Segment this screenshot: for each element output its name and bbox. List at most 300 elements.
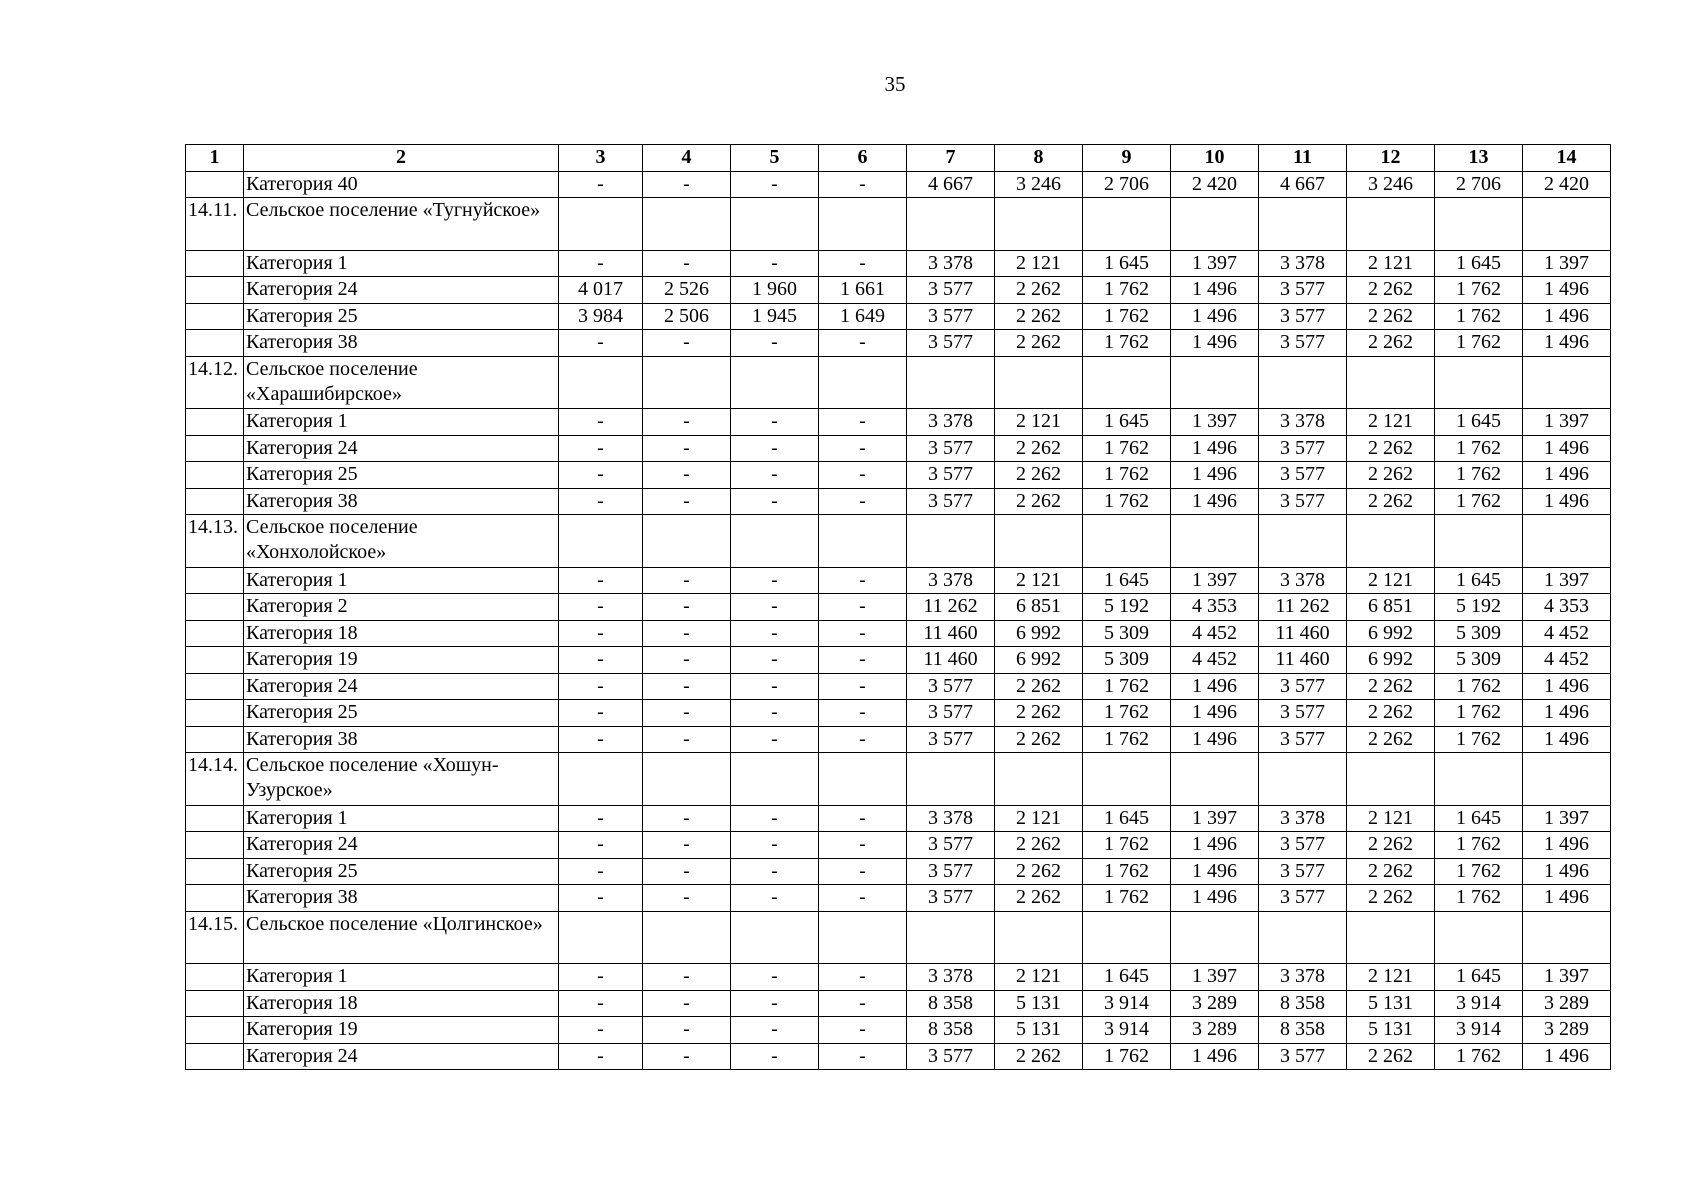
table-row — [186, 171, 1611, 198]
value-cell: 3 289 — [1171, 1017, 1259, 1044]
value-cell: 1 496 — [1171, 726, 1259, 753]
value-cell: - — [643, 700, 731, 727]
value-cell: 1 645 — [1083, 409, 1171, 436]
value-cell: 3 577 — [1259, 462, 1347, 489]
value-cell: 2 420 — [1171, 171, 1259, 198]
empty-cell — [1435, 911, 1523, 964]
row-number-cell — [186, 488, 244, 515]
category-name-cell: Категория 25 — [244, 462, 559, 489]
value-cell: - — [559, 409, 643, 436]
value-cell: 2 262 — [1347, 435, 1435, 462]
value-cell: 1 496 — [1523, 330, 1611, 357]
category-name-cell: Категория 25 — [244, 303, 559, 330]
value-cell: 3 577 — [907, 435, 995, 462]
value-cell: 1 496 — [1171, 488, 1259, 515]
value-cell: - — [731, 567, 819, 594]
value-cell: 1 762 — [1083, 462, 1171, 489]
value-cell: 2 262 — [1347, 462, 1435, 489]
value-cell: - — [731, 673, 819, 700]
value-cell: 2 262 — [1347, 303, 1435, 330]
value-cell: - — [643, 885, 731, 912]
category-name-cell: Категория 38 — [244, 330, 559, 357]
value-cell: 5 131 — [995, 1017, 1083, 1044]
value-cell: 3 378 — [907, 250, 995, 277]
value-cell: - — [643, 726, 731, 753]
value-cell: - — [643, 1043, 731, 1070]
value-cell: - — [731, 700, 819, 727]
value-cell: 3 577 — [907, 330, 995, 357]
value-cell: - — [731, 885, 819, 912]
header-row — [186, 145, 1611, 172]
row-number-cell: 14.15. — [186, 911, 244, 964]
empty-cell — [1083, 515, 1171, 568]
value-cell: - — [559, 435, 643, 462]
empty-cell — [1347, 198, 1435, 251]
empty-cell — [819, 515, 907, 568]
empty-cell — [643, 515, 731, 568]
value-cell: 2 262 — [995, 435, 1083, 462]
row-number-cell: 14.14. — [186, 753, 244, 806]
value-cell: 1 496 — [1171, 435, 1259, 462]
value-cell: 3 577 — [907, 726, 995, 753]
category-name-cell: Категория 38 — [244, 488, 559, 515]
table-row — [186, 620, 1611, 647]
settlement-name-cell: Сельское поселение «Харашибирское» — [244, 356, 559, 409]
value-cell: - — [731, 462, 819, 489]
value-cell: 3 577 — [1259, 488, 1347, 515]
value-cell: - — [643, 832, 731, 859]
value-cell: 2 262 — [1347, 1043, 1435, 1070]
value-cell: 11 460 — [907, 647, 995, 674]
value-cell: 5 131 — [1347, 1017, 1435, 1044]
value-cell: - — [731, 171, 819, 198]
value-cell: 3 577 — [907, 1043, 995, 1070]
value-cell: 5 309 — [1083, 620, 1171, 647]
value-cell: 2 262 — [995, 488, 1083, 515]
value-cell: 1 496 — [1523, 700, 1611, 727]
empty-cell — [1523, 198, 1611, 251]
value-cell: 1 645 — [1435, 409, 1523, 436]
value-cell: 2 262 — [1347, 700, 1435, 727]
value-cell: 1 762 — [1435, 700, 1523, 727]
value-cell: - — [731, 620, 819, 647]
category-name-cell: Категория 25 — [244, 700, 559, 727]
value-cell: 1 645 — [1083, 567, 1171, 594]
value-cell: 1 762 — [1083, 277, 1171, 304]
value-cell: 1 496 — [1171, 700, 1259, 727]
value-cell: 1 645 — [1435, 250, 1523, 277]
empty-cell — [1083, 753, 1171, 806]
empty-cell — [559, 515, 643, 568]
value-cell: - — [819, 409, 907, 436]
value-cell: 1 762 — [1435, 303, 1523, 330]
value-cell: - — [643, 620, 731, 647]
value-cell: - — [819, 700, 907, 727]
value-cell: 3 246 — [1347, 171, 1435, 198]
value-cell: - — [731, 1017, 819, 1044]
value-cell: 1 762 — [1083, 885, 1171, 912]
empty-cell — [995, 753, 1083, 806]
category-name-cell: Категория 38 — [244, 885, 559, 912]
value-cell: 6 851 — [1347, 594, 1435, 621]
value-cell: 2 262 — [995, 858, 1083, 885]
value-cell: 3 577 — [1259, 885, 1347, 912]
row-number-cell — [186, 567, 244, 594]
table-row — [186, 409, 1611, 436]
value-cell: - — [819, 330, 907, 357]
value-cell: 2 706 — [1083, 171, 1171, 198]
value-cell: 1 496 — [1523, 1043, 1611, 1070]
value-cell: 2 121 — [995, 250, 1083, 277]
value-cell: 3 378 — [907, 964, 995, 991]
value-cell: 1 960 — [731, 277, 819, 304]
value-cell: 3 577 — [1259, 1043, 1347, 1070]
category-name-cell: Категория 24 — [244, 435, 559, 462]
row-number-cell: 14.11. — [186, 198, 244, 251]
value-cell: 3 577 — [1259, 858, 1347, 885]
value-cell: - — [559, 647, 643, 674]
value-cell: 6 992 — [995, 620, 1083, 647]
empty-cell — [731, 515, 819, 568]
empty-cell — [1083, 911, 1171, 964]
empty-cell — [731, 911, 819, 964]
settlement-name-cell: Сельское поселение «Хошун-Узурское» — [244, 753, 559, 806]
value-cell: 11 262 — [1259, 594, 1347, 621]
value-cell: 1 645 — [1435, 964, 1523, 991]
value-cell: 3 577 — [907, 700, 995, 727]
empty-cell — [819, 911, 907, 964]
empty-cell — [907, 911, 995, 964]
value-cell: 2 420 — [1523, 171, 1611, 198]
value-cell: 4 667 — [1259, 171, 1347, 198]
empty-cell — [907, 198, 995, 251]
category-name-cell: Категория 1 — [244, 805, 559, 832]
value-cell: 2 262 — [995, 673, 1083, 700]
row-number-cell — [186, 1017, 244, 1044]
value-cell: 3 378 — [1259, 250, 1347, 277]
empty-cell — [1435, 198, 1523, 251]
value-cell: - — [643, 990, 731, 1017]
value-cell: - — [731, 594, 819, 621]
value-cell: 1 397 — [1523, 805, 1611, 832]
value-cell: 3 378 — [907, 409, 995, 436]
empty-cell — [1171, 198, 1259, 251]
value-cell: 2 121 — [1347, 964, 1435, 991]
empty-cell — [1347, 753, 1435, 806]
category-name-cell: Категория 24 — [244, 832, 559, 859]
value-cell: 3 577 — [1259, 832, 1347, 859]
value-cell: 3 577 — [1259, 726, 1347, 753]
value-cell: - — [643, 250, 731, 277]
settlement-group-row — [186, 356, 1611, 409]
value-cell: 1 397 — [1523, 409, 1611, 436]
value-cell: 2 121 — [995, 964, 1083, 991]
category-name-cell: Категория 24 — [244, 673, 559, 700]
settlement-group-row — [186, 198, 1611, 251]
category-name-cell: Категория 1 — [244, 964, 559, 991]
row-number-cell — [186, 805, 244, 832]
empty-cell — [1171, 356, 1259, 409]
value-cell: 8 358 — [1259, 1017, 1347, 1044]
value-cell: - — [819, 250, 907, 277]
value-cell: 3 577 — [1259, 330, 1347, 357]
table-row — [186, 594, 1611, 621]
empty-cell — [1347, 515, 1435, 568]
value-cell: - — [559, 805, 643, 832]
column-header: 2 — [244, 145, 559, 172]
table-row — [186, 964, 1611, 991]
empty-cell — [731, 753, 819, 806]
value-cell: 3 378 — [1259, 964, 1347, 991]
value-cell: 1 661 — [819, 277, 907, 304]
settlement-name-cell: Сельское поселение «Цолгинское» — [244, 911, 559, 964]
value-cell: 1 496 — [1523, 726, 1611, 753]
empty-cell — [643, 198, 731, 251]
value-cell: 2 121 — [995, 409, 1083, 436]
empty-cell — [907, 515, 995, 568]
value-cell: 1 496 — [1523, 462, 1611, 489]
value-cell: 1 762 — [1435, 277, 1523, 304]
value-cell: 1 645 — [1435, 567, 1523, 594]
value-cell: 4 452 — [1523, 647, 1611, 674]
value-cell: - — [819, 462, 907, 489]
value-cell: 1 496 — [1171, 673, 1259, 700]
settlement-name-cell: Сельское поселение «Тугнуйское» — [244, 198, 559, 251]
table-row — [186, 488, 1611, 515]
value-cell: 2 262 — [1347, 673, 1435, 700]
value-cell: 4 452 — [1523, 620, 1611, 647]
value-cell: 1 496 — [1523, 673, 1611, 700]
value-cell: 3 289 — [1523, 1017, 1611, 1044]
value-cell: 3 378 — [907, 805, 995, 832]
value-cell: 1 762 — [1083, 700, 1171, 727]
value-cell: 2 262 — [1347, 726, 1435, 753]
value-cell: - — [819, 435, 907, 462]
empty-cell — [1347, 911, 1435, 964]
value-cell: - — [819, 1043, 907, 1070]
value-cell: - — [643, 409, 731, 436]
value-cell: - — [559, 832, 643, 859]
value-cell: - — [731, 805, 819, 832]
value-cell: 1 397 — [1171, 805, 1259, 832]
empty-cell — [559, 198, 643, 251]
value-cell: 3 914 — [1083, 1017, 1171, 1044]
row-number-cell — [186, 726, 244, 753]
value-cell: 3 577 — [1259, 700, 1347, 727]
value-cell: - — [731, 435, 819, 462]
value-cell: 1 645 — [1083, 805, 1171, 832]
value-cell: 1 645 — [1083, 964, 1171, 991]
empty-cell — [819, 356, 907, 409]
value-cell: 1 496 — [1171, 330, 1259, 357]
value-cell: 4 667 — [907, 171, 995, 198]
row-number-cell — [186, 673, 244, 700]
table-row — [186, 567, 1611, 594]
value-cell: - — [819, 171, 907, 198]
value-cell: - — [559, 462, 643, 489]
table-row — [186, 832, 1611, 859]
value-cell: 1 496 — [1171, 885, 1259, 912]
value-cell: 3 289 — [1171, 990, 1259, 1017]
value-cell: - — [731, 832, 819, 859]
value-cell: 3 577 — [1259, 673, 1347, 700]
value-cell: 1 496 — [1171, 1043, 1259, 1070]
value-cell: 1 762 — [1083, 1043, 1171, 1070]
table-row — [186, 885, 1611, 912]
value-cell: 1 762 — [1083, 488, 1171, 515]
row-number-cell: 14.13. — [186, 515, 244, 568]
value-cell: 3 378 — [907, 567, 995, 594]
value-cell: 2 121 — [995, 805, 1083, 832]
value-cell: - — [559, 488, 643, 515]
value-cell: 5 309 — [1435, 647, 1523, 674]
value-cell: - — [559, 1017, 643, 1044]
value-cell: 1 762 — [1083, 330, 1171, 357]
value-cell: - — [731, 647, 819, 674]
empty-cell — [1171, 911, 1259, 964]
value-cell: 2 121 — [1347, 805, 1435, 832]
value-cell: 3 577 — [907, 488, 995, 515]
value-cell: 2 121 — [995, 567, 1083, 594]
value-cell: - — [731, 1043, 819, 1070]
value-cell: 1 496 — [1523, 832, 1611, 859]
table-row — [186, 1043, 1611, 1070]
value-cell: 4 452 — [1171, 647, 1259, 674]
empty-cell — [643, 911, 731, 964]
value-cell: 2 121 — [1347, 250, 1435, 277]
value-cell: 6 992 — [1347, 647, 1435, 674]
value-cell: 2 262 — [995, 462, 1083, 489]
empty-cell — [907, 753, 995, 806]
value-cell: - — [559, 594, 643, 621]
column-header: 1 — [186, 145, 244, 172]
value-cell: 3 577 — [907, 462, 995, 489]
row-number-cell — [186, 594, 244, 621]
column-header: 3 — [559, 145, 643, 172]
value-cell: 1 762 — [1083, 435, 1171, 462]
value-cell: 1 397 — [1171, 409, 1259, 436]
settlement-group-row — [186, 515, 1611, 568]
value-cell: 1 762 — [1435, 832, 1523, 859]
value-cell: 1 762 — [1435, 488, 1523, 515]
empty-cell — [559, 356, 643, 409]
value-cell: - — [643, 1017, 731, 1044]
value-cell: 3 577 — [907, 858, 995, 885]
value-cell: 4 452 — [1171, 620, 1259, 647]
category-name-cell: Категория 1 — [244, 409, 559, 436]
value-cell: - — [731, 409, 819, 436]
value-cell: 3 577 — [1259, 435, 1347, 462]
table-row — [186, 726, 1611, 753]
value-cell: 1 762 — [1083, 726, 1171, 753]
value-cell: 1 762 — [1083, 303, 1171, 330]
row-number-cell: 14.12. — [186, 356, 244, 409]
category-name-cell: Категория 19 — [244, 1017, 559, 1044]
value-cell: 1 496 — [1171, 462, 1259, 489]
empty-cell — [1083, 356, 1171, 409]
empty-cell — [643, 753, 731, 806]
value-cell: 4 353 — [1523, 594, 1611, 621]
row-number-cell — [186, 303, 244, 330]
value-cell: - — [559, 673, 643, 700]
value-cell: 1 496 — [1523, 277, 1611, 304]
table-row — [186, 462, 1611, 489]
empty-cell — [731, 198, 819, 251]
value-cell: - — [819, 990, 907, 1017]
value-cell: 3 577 — [907, 832, 995, 859]
value-cell: - — [819, 647, 907, 674]
value-cell: 2 262 — [1347, 277, 1435, 304]
value-cell: - — [731, 964, 819, 991]
column-header: 10 — [1171, 145, 1259, 172]
column-header: 14 — [1523, 145, 1611, 172]
value-cell: - — [643, 488, 731, 515]
value-cell: - — [819, 620, 907, 647]
value-cell: - — [731, 330, 819, 357]
value-cell: - — [559, 885, 643, 912]
value-cell: 6 992 — [1347, 620, 1435, 647]
table-row — [186, 1017, 1611, 1044]
value-cell: 2 262 — [995, 832, 1083, 859]
empty-cell — [1083, 198, 1171, 251]
value-cell: - — [643, 647, 731, 674]
value-cell: 2 262 — [1347, 488, 1435, 515]
empty-cell — [819, 753, 907, 806]
value-cell: - — [559, 700, 643, 727]
row-number-cell — [186, 250, 244, 277]
settlement-group-row — [186, 753, 1611, 806]
column-header: 7 — [907, 145, 995, 172]
row-number-cell — [186, 964, 244, 991]
value-cell: 1 496 — [1523, 885, 1611, 912]
value-cell: 3 246 — [995, 171, 1083, 198]
value-cell: 8 358 — [907, 990, 995, 1017]
category-name-cell: Категория 18 — [244, 990, 559, 1017]
row-number-cell — [186, 832, 244, 859]
value-cell: 2 262 — [1347, 832, 1435, 859]
value-cell: 2 121 — [1347, 409, 1435, 436]
value-cell: 1 397 — [1523, 567, 1611, 594]
category-name-cell: Категория 19 — [244, 647, 559, 674]
value-cell: 3 577 — [1259, 277, 1347, 304]
value-cell: 1 496 — [1523, 435, 1611, 462]
empty-cell — [907, 356, 995, 409]
value-cell: 1 645 — [1435, 805, 1523, 832]
value-cell: 3 577 — [907, 303, 995, 330]
value-cell: 1 762 — [1083, 673, 1171, 700]
table-body — [186, 171, 1611, 1070]
column-header: 12 — [1347, 145, 1435, 172]
value-cell: 5 131 — [1347, 990, 1435, 1017]
value-cell: - — [819, 885, 907, 912]
value-cell: 2 506 — [643, 303, 731, 330]
value-cell: - — [559, 858, 643, 885]
value-cell: 3 577 — [907, 885, 995, 912]
value-cell: 2 262 — [995, 1043, 1083, 1070]
row-number-cell — [186, 330, 244, 357]
value-cell: 8 358 — [907, 1017, 995, 1044]
value-cell: 11 262 — [907, 594, 995, 621]
value-cell: 3 914 — [1083, 990, 1171, 1017]
value-cell: 2 262 — [995, 330, 1083, 357]
value-cell: 3 378 — [1259, 567, 1347, 594]
row-number-cell — [186, 277, 244, 304]
row-number-cell — [186, 620, 244, 647]
column-header: 8 — [995, 145, 1083, 172]
value-cell: - — [559, 171, 643, 198]
table-row — [186, 700, 1611, 727]
category-name-cell: Категория 1 — [244, 250, 559, 277]
